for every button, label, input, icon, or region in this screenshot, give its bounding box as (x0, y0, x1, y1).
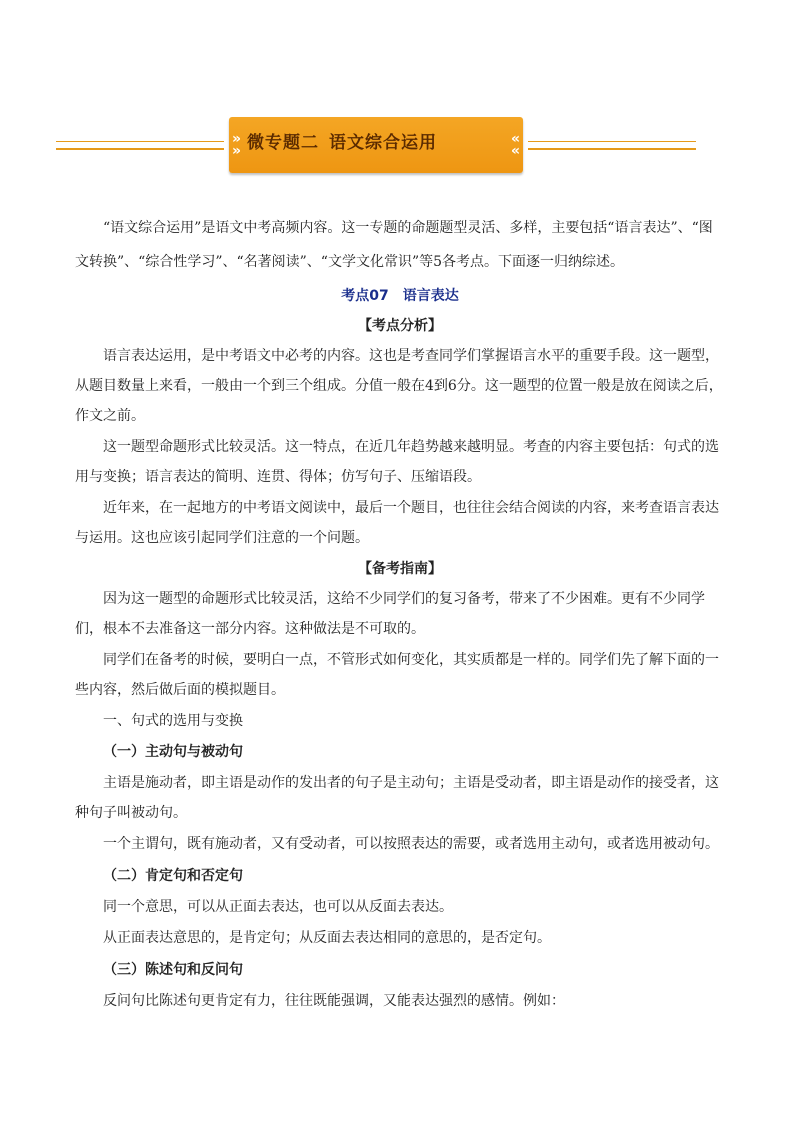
section1-heading: 一、句式的选用与变换 (103, 713, 243, 729)
analysis-paragraph: 近年来，在一起地方的中考语文阅读中，最后一个题目，也往往会结合阅读的内容，来考查语言表达与运用。这也应该引起同学们注意的一个问题。 (75, 500, 719, 546)
analysis-paragraph: 这一题型命题形式比较灵活。这一特点，在近几年趋势越来越明显。考查的内容主要包括：句式的选用与变换；语言表达的简明、连贯、得体；仿写句子、压缩语段。 (75, 439, 719, 485)
intro-paragraph: “语文综合运用”是语文中考高频内容。这一专题的命题题型灵活、多样，主要包括“语言表达”、“图文转换”、“综合性学习”、“名著阅读”、“文学文化常识”等5各考点。下面逐一归纳综述。 (75, 220, 713, 270)
title-rule-right (528, 141, 696, 150)
page-title (247, 117, 437, 169)
analysis-heading: 【考点分析】 (358, 318, 442, 334)
part3-paragraph: 反问句比陈述句更肯定有力，往往既能强调，又能表达强烈的感情。例如： (103, 993, 565, 1009)
guide-paragraph: 因为这一题型的命题形式比较灵活，这给不少同学们的复习备考，带来了不少困难。更有不少同学们，根本不去准备这一部分内容。这种做法是不可取的。 (75, 591, 705, 637)
double-arrow-left-icon: « « (510, 131, 520, 159)
part2-heading: （二）肯定句和否定句 (103, 868, 243, 884)
part1-paragraph: 一个主谓句，既有施动者，又有受动者，可以按照表达的需要，或者选用主动句，或者选用被动句。 (103, 836, 719, 852)
part2-paragraph: 从正面表达意思的，是肯定句；从反面去表达相同的意思的，是否定句。 (103, 930, 551, 946)
part1-paragraph: 主语是施动者，即主语是动作的发出者的句子是主动句；主语是受动者，即主语是动作的接受者，这种句子叫被动句。 (75, 775, 719, 821)
title-topic-number: 微专题二 (247, 133, 319, 153)
part3-heading: （三）陈述句和反问句 (103, 962, 243, 978)
double-arrow-right-icon: » » (232, 131, 242, 159)
title-rule-left (56, 141, 224, 150)
analysis-paragraph: 语言表达运用，是中考语文中必考的内容。这也是考查同学们掌握语言水平的重要手段。这一题型，从题目数量上来看，一般由一个到三个组成。分值一般在4到6分。这一题型的位置一般是放在阅读之后，作文之前。 (75, 348, 723, 424)
document-body (75, 211, 725, 1017)
kaodian-heading: 考点07 语言表达 (341, 288, 459, 304)
title-topic-name: 语文综合运用 (329, 133, 437, 153)
part2-paragraph: 同一个意思，可以从正面去表达，也可以从反面去表达。 (103, 899, 453, 915)
guide-heading: 【备考指南】 (358, 561, 442, 577)
guide-paragraph: 同学们在备考的时候，要明白一点，不管形式如何变化，其实质都是一样的。同学们先了解下面的一些内容，然后做后面的模拟题目。 (75, 652, 719, 698)
part1-heading: （一）主动句与被动句 (103, 744, 243, 760)
title-banner (229, 117, 523, 173)
